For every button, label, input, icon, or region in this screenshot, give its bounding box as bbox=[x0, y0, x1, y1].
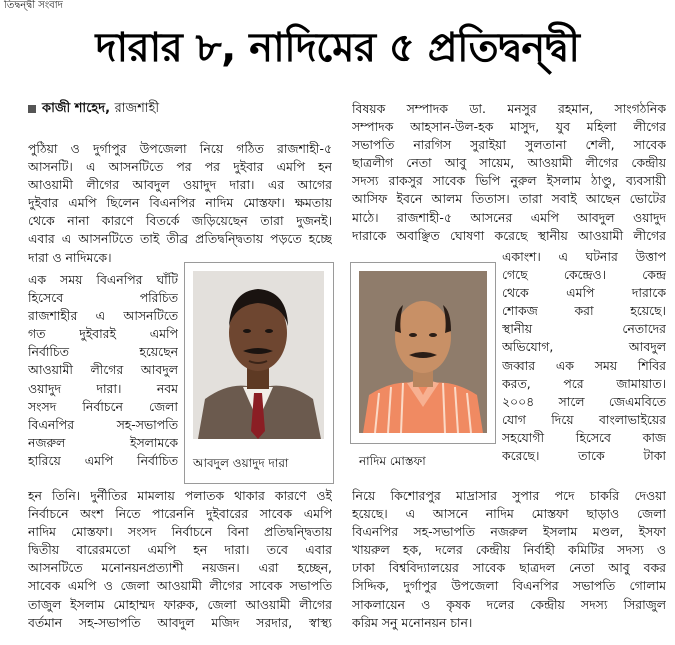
text-line: খায়রুল হক, দলের কেন্দ্রীয় নির্বাহী কমিটির সদস্য ও bbox=[352, 542, 666, 558]
text-line: করত, পরে জামায়াত। bbox=[502, 375, 666, 391]
text-line: ঢাকা বিশ্ববিদ্যালয়ের সাবেক ছাত্রদল নেতা আবু বকর bbox=[352, 560, 666, 576]
photo-frame-nadim bbox=[350, 262, 496, 468]
text-line: হারিয়ে এমপি নির্বাচিত bbox=[28, 452, 178, 468]
col1-narrow-text bbox=[28, 271, 178, 470]
text-line: করিম সনু মনোনয়ন চান। bbox=[352, 614, 473, 630]
text-line: নির্বাচনে অংশ নিতে পারেননি দুইবারের সাবেক এমপি bbox=[28, 506, 332, 522]
text-line: ছাত্রলীগ নেতা আবু সায়েম, আওয়ামী লীগের কেন্দ্রীয় bbox=[352, 155, 666, 171]
text-line: নির্বাচিত হয়েছেন bbox=[28, 344, 178, 360]
portrait-nadim-drawing bbox=[359, 271, 487, 433]
col2-top-text bbox=[352, 100, 666, 245]
text-line: এক সময় বিএনপির ঘাঁটি bbox=[28, 272, 178, 287]
col1-top-text bbox=[28, 140, 332, 267]
text-line: নিয়ে কিশোরপুর মাদ্রাসার সুপার পদে চাকরি দেওয়া bbox=[352, 488, 666, 503]
text-line: দ্বিতীয় বারেরমতো এমপি হন দারা। তবে এবার bbox=[28, 542, 332, 558]
text-line: স্থানীয় নেতাদের bbox=[502, 321, 666, 337]
byline-separator: , bbox=[105, 101, 115, 116]
portrait-nadim bbox=[359, 271, 487, 433]
text-line: আওয়ামী লীগের আবদুল bbox=[28, 362, 178, 378]
text-line: সম্পাদক আহসান-উল-হক মাসুদ, যুব মহিলা লীগের bbox=[352, 119, 666, 135]
text-line: আওয়ামী লীগের আবদুল ওয়াদুদ দারা। এর আগের bbox=[28, 177, 332, 193]
col2-narrow-text bbox=[502, 248, 666, 465]
text-line: এবার এ আসনটিতে তাই তীব্র প্রতিদ্বন্দ্বিতায় পড়তে হচ্ছে bbox=[28, 231, 332, 247]
col1-bottom-text bbox=[28, 487, 332, 632]
text-line: অভিযোগ, আবদুল bbox=[502, 339, 666, 355]
byline bbox=[28, 100, 159, 118]
text-line: রাজশাহীর এ আসনটিতে bbox=[28, 308, 178, 324]
text-line: গত দুইবারই এমপি bbox=[28, 326, 178, 342]
text-line: দারা ও নাদিমকে। bbox=[28, 249, 112, 265]
text-line: জব্বার এক সময় শিবির bbox=[502, 357, 666, 373]
text-line: মাঠে। রাজশাহী-৫ আসনের এমপি আবদুল ওয়াদুদ bbox=[352, 209, 666, 225]
text-line: পুঠিয়া ও দুর্গাপুর উপজেলা নিয়ে গঠিত রাজশাহী-৫ bbox=[28, 141, 332, 156]
text-line: সভাপতি নারগিস সুরাইয়া সুলতানা শেলী, সাবেক bbox=[352, 137, 666, 153]
portrait-dara bbox=[193, 271, 324, 439]
text-line: হন তিনি। দুর্নীতির মামলায় পলাতক থাকার কারণে ওই bbox=[28, 488, 332, 503]
text-line: দারাকে অবাঞ্ছিত ঘোষণা করেছে স্থানীয় আওয়ামী লীগের bbox=[352, 227, 666, 243]
text-line: নজরুল ইসলামকে bbox=[28, 434, 178, 450]
text-line: সিদ্দিক, দুর্গাপুর উপজেলা বিএনপির সভাপতি গোলাম bbox=[352, 578, 666, 594]
text-line: করেছে। তাকে টাকা bbox=[502, 448, 666, 464]
text-line: সহযোগী হিসেবে কাজ bbox=[502, 429, 666, 445]
byline-name: কাজী শাহেদ bbox=[42, 101, 106, 116]
caption-nadim: নাদিম মোস্তফা bbox=[359, 454, 426, 468]
col2-bottom-text bbox=[352, 487, 666, 632]
text-line: একাংশ। এ ঘটনার উত্তাপ bbox=[502, 249, 666, 264]
headline: দারার ৮, নাদিমের ৫ প্রতিদ্বন্দ্বী bbox=[95, 25, 580, 71]
portrait-dara-drawing bbox=[193, 271, 324, 439]
text-line: ২০০৪ সালে জেএমবিতে bbox=[502, 393, 666, 409]
text-line: বিএনপির সহ-সভাপতি bbox=[28, 416, 178, 432]
text-line: তাজুল ইসলাম মোহাম্মদ ফারুক, জেলা আওয়ামী লীগের bbox=[28, 596, 332, 612]
caption-dara: আবদুল ওয়াদুদ দারা bbox=[193, 456, 289, 470]
text-line: ওয়াদুদ দারা। নবম bbox=[28, 380, 178, 396]
text-line: সাবেক এমপি ও জেলা আওয়ামী লীগের সাবেক সভাপতি bbox=[28, 578, 332, 594]
text-line: থেকে এমপি দারাকে bbox=[502, 285, 666, 301]
text-line: বিএনপির সহ-সভাপতি নজরুল ইসলাম মণ্ডল, ইসফা bbox=[352, 524, 666, 540]
byline-place: রাজশাহী bbox=[114, 101, 160, 116]
text-line: বিষয়ক সম্পাদক ডা. মনসুর রহমান, সাংগঠনিক bbox=[352, 101, 666, 116]
photo-frame-dara bbox=[184, 262, 334, 484]
text-line: শোকজ করা হয়েছে। bbox=[502, 303, 666, 319]
text-line: আসিফ ইবনে আলম তিতাস। তারা সবাই আছেন ভোটের bbox=[352, 191, 666, 207]
text-line: নাদিম মোস্তফা। সংসদ নির্বাচনে বিনা প্রতিদ্বন্দ্বিতায় bbox=[28, 524, 332, 540]
text-line: যোগ দিয়ে বাংলাভাইয়ের bbox=[502, 411, 666, 427]
text-line: হিসেবে পরিচিত bbox=[28, 290, 178, 306]
text-line: সদস্য রাকসুর সাবেক ভিপি নুরুল ইসলাম ঠাণ্ডু, ব্যবসায়ী bbox=[352, 173, 666, 189]
bullet-square-icon bbox=[28, 105, 36, 113]
text-line: হয়েছে। এ আসনে নাদিম মোস্তফা ছাড়াও জেলা bbox=[352, 506, 666, 522]
text-line: থেকে নানা কারণে বিতর্কে জড়িয়েছেন তারা দুজনই। bbox=[28, 213, 332, 229]
top-fragment: তিদ্বন্দ্বী সংবাদ bbox=[4, 0, 63, 11]
text-line: বর্তমান সহ-সভাপতি আবদুল মজিদ সরদার, স্বাস্থ্য bbox=[28, 614, 332, 630]
text-line: সংসদ নির্বাচনে জেলা bbox=[28, 398, 178, 414]
text-line: আসনটি। এ আসনটিতে পর পর দুইবার এমপি হন bbox=[28, 159, 332, 175]
text-line: দুইবার এমপি ছিলেন বিএনপির নাদিম মোস্তফা। ক্ষমতায় bbox=[28, 195, 332, 211]
text-line: সাকলায়েন ও কৃষক দলের কেন্দ্রীয় সদস্য সিরাজুল bbox=[352, 596, 666, 612]
text-line: গেছে কেন্দ্রেও। কেন্দ্র bbox=[502, 267, 666, 283]
text-line: আসনটিতে মনোনয়নপ্রত্যাশী নয়জন। এরা হচ্ছেন, bbox=[28, 560, 332, 576]
